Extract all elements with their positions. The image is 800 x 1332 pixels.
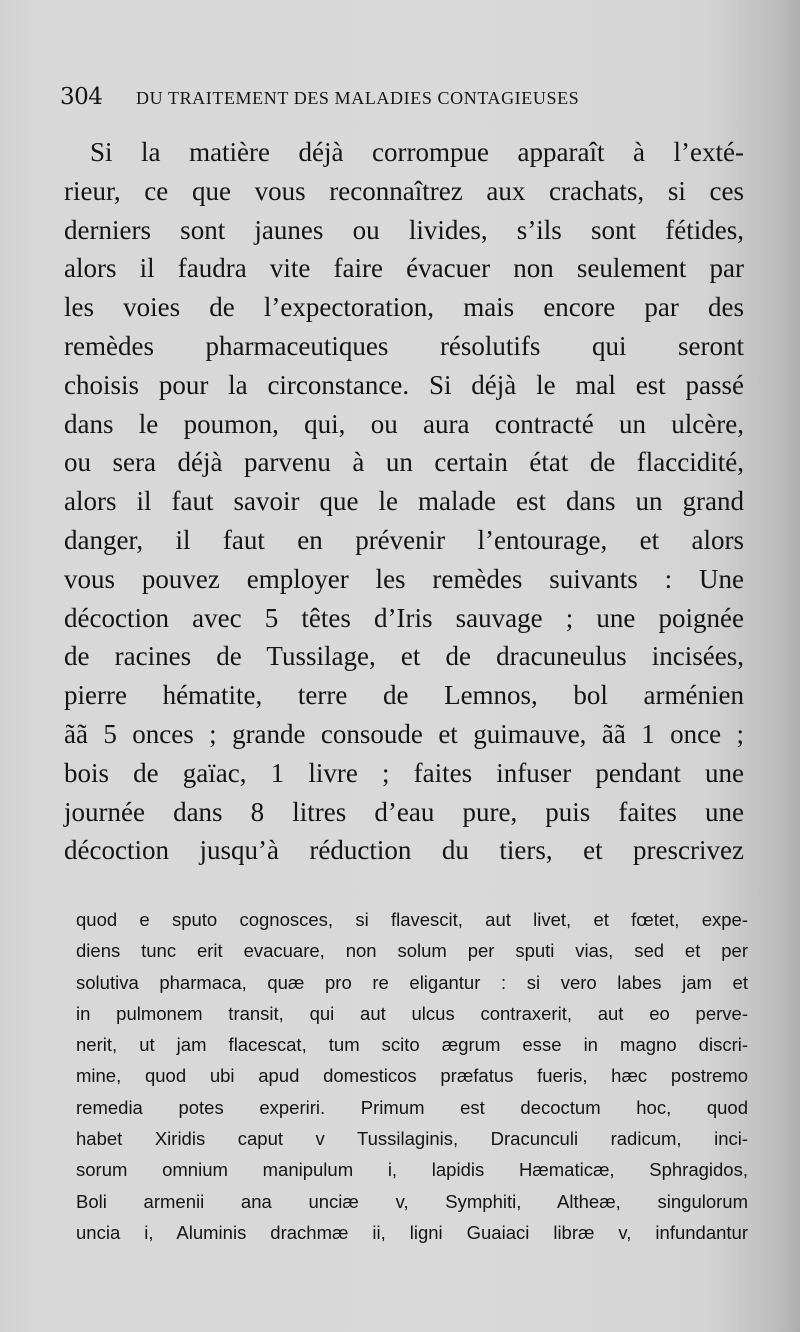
text-line: pierre hématite, terre de Lemnos, bol arménien (64, 680, 744, 711)
text-line: ãã 5 onces ; grande consoude et guimauve, ãã 1 once ; (64, 718, 744, 749)
footnote (76, 904, 748, 1248)
footnote-line: mine, quod ubi apud domesticos præfatus fueris, hæc postremo (76, 1065, 748, 1087)
text-line: décoction avec 5 têtes d’Iris sauvage ; une poignée (64, 602, 744, 633)
text-line: ou sera déjà parvenu à un certain état de flaccidité, (64, 447, 744, 478)
text-line: rieur, ce que vous reconnaîtrez aux crachats, si ces (64, 175, 744, 206)
text-line: derniers sont jaunes ou livides, s’ils sont fétides, (64, 214, 744, 245)
footnote-line: Boli armenii ana unciæ v, Symphiti, Altheæ, singulorum (76, 1190, 748, 1212)
text-line: les voies de l’expectoration, mais encore par des (64, 292, 744, 323)
text-line: alors il faudra vite faire évacuer non seulement par (64, 253, 744, 284)
footnote-line: in pulmonem transit, qui aut ulcus contraxerit, aut eo perve- (76, 1002, 748, 1024)
page-header (60, 82, 760, 118)
text-line: remèdes pharmaceutiques résolutifs qui seront (64, 330, 744, 361)
footnote-line: habet Xiridis caput v Tussilaginis, Dracunculi radicum, inci- (76, 1128, 748, 1150)
footnote-line: uncia i, Aluminis drachmæ ii, ligni Guaiaci libræ v, infundantur (76, 1221, 748, 1243)
page-number: 304 (60, 84, 103, 110)
text-line: décoction jusqu’à réduction du tiers, et prescrivez (64, 835, 744, 866)
main-text (64, 133, 744, 870)
footnote-line: nerit, ut jam flacescat, tum scito ægrum esse in magno discri- (76, 1034, 748, 1056)
text-line: bois de gaïac, 1 livre ; faites infuser pendant une (64, 757, 744, 788)
text-line: Si la matière déjà corrompue apparaît à l’exté- (90, 137, 744, 167)
footnote-line: remedia potes experiri. Primum est decoctum hoc, quod (76, 1096, 748, 1118)
footnote-line: solutiva pharmaca, quæ pro re eligantur : si vero labes jam et (76, 971, 748, 993)
text-line: choisis pour la circonstance. Si déjà le mal est passé (64, 369, 744, 400)
running-title: DU TRAITEMENT DES MALADIES CONTAGIEUSES (136, 88, 580, 108)
text-line: dans le poumon, qui, ou aura contracté un ulcère, (64, 408, 744, 439)
footnote-line: quod e sputo cognosces, si flavescit, aut livet, et fœtet, expe- (76, 909, 748, 930)
text-line: journée dans 8 litres d’eau pure, puis faites une (64, 796, 744, 827)
footnote-line: sorum omnium manipulum i, lapidis Hæmaticæ, Sphragidos, (76, 1159, 748, 1181)
text-line: vous pouvez employer les remèdes suivants : Une (64, 563, 744, 594)
footnote-line: diens tunc erit evacuare, non solum per sputi vias, sed et per (76, 940, 748, 962)
text-line: danger, il faut en prévenir l’entourage, et alors (64, 524, 744, 555)
text-line: de racines de Tussilage, et de dracuneulus incisées, (64, 641, 744, 672)
text-line: alors il faut savoir que le malade est dans un grand (64, 486, 744, 517)
